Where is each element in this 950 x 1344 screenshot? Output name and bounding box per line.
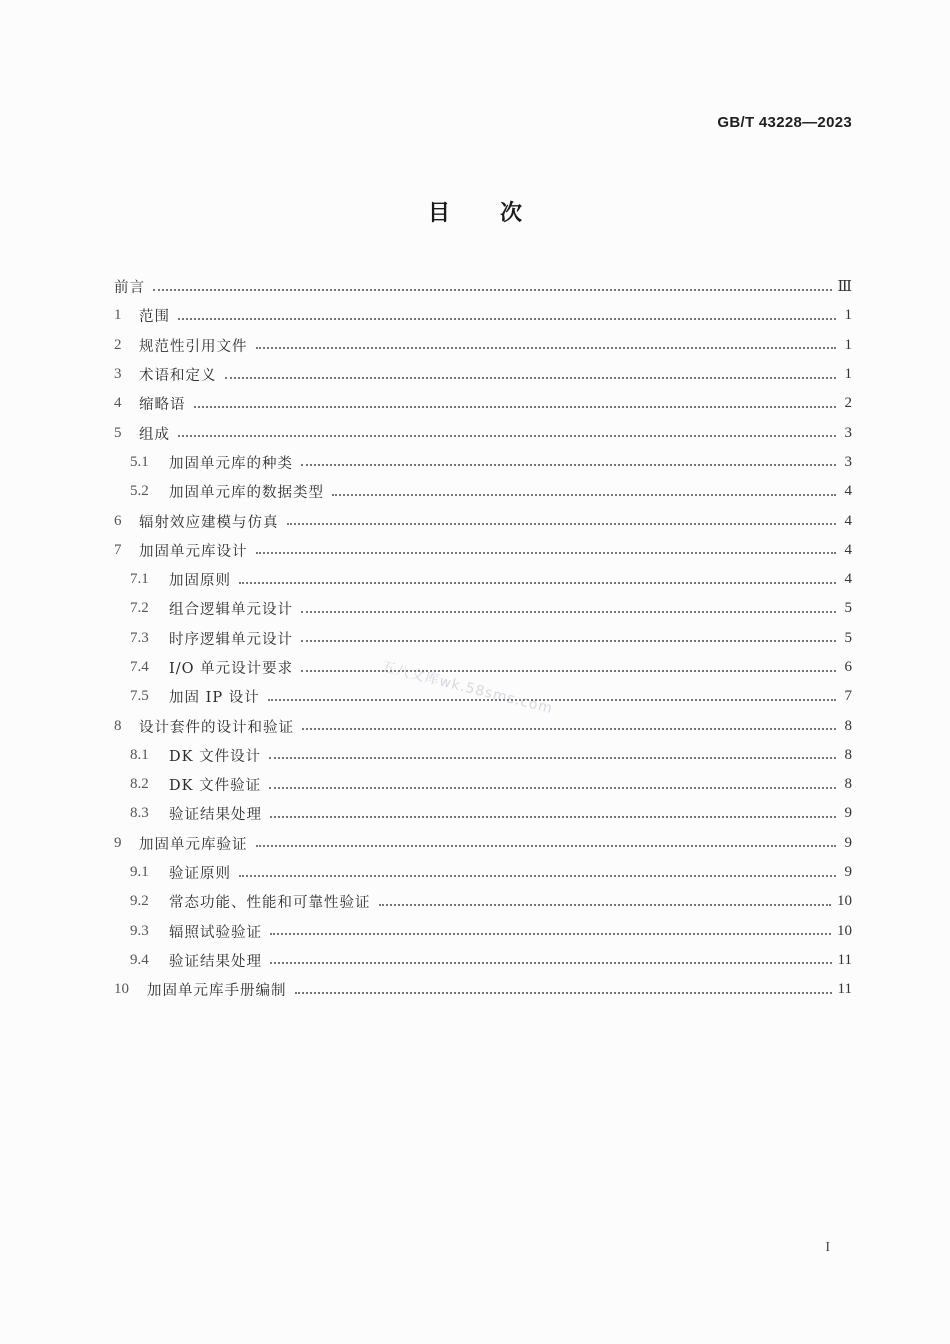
- toc-entry-page: 7: [844, 688, 852, 705]
- toc-entry[interactable]: [114, 741, 852, 770]
- toc-entry[interactable]: [114, 506, 852, 535]
- toc-entry[interactable]: [114, 653, 852, 682]
- toc-entry-page: 1: [844, 366, 852, 383]
- toc-entry-label: 加固单元库验证: [139, 836, 248, 853]
- toc-entry-number: 6: [114, 512, 122, 529]
- toc-dot-leader: [302, 726, 836, 730]
- toc-entry-label: DK 文件验证: [169, 778, 262, 795]
- toc-entry-page: 2: [844, 395, 852, 412]
- toc-dot-leader: [178, 316, 836, 320]
- toc-entry-number: 9.1: [130, 864, 149, 881]
- toc-entry-page: 11: [837, 951, 852, 968]
- toc-entry-number: 1: [114, 307, 122, 324]
- toc-entry-number: 10: [114, 981, 129, 998]
- toc-entry[interactable]: [114, 360, 852, 389]
- toc-dot-leader: [295, 990, 832, 994]
- toc-entry-label: 验证结果处理: [169, 807, 262, 824]
- toc-dot-leader: [270, 814, 836, 818]
- toc-dot-leader: [256, 345, 837, 349]
- toc-entry-number: 7: [114, 541, 122, 558]
- toc-entry-page: 5: [844, 629, 852, 646]
- toc-entry-label: 验证原则: [169, 866, 231, 883]
- toc-dot-leader: [287, 521, 837, 525]
- toc-entry-label: 加固单元库手册编制: [147, 983, 287, 1000]
- toc-entry-number: 9: [114, 834, 122, 851]
- toc-entry-page: 10: [837, 893, 852, 910]
- toc-entry[interactable]: [114, 975, 852, 1004]
- toc-dot-leader: [270, 960, 832, 964]
- toc-entry-label: 辐照试验验证: [169, 924, 262, 941]
- toc-entry[interactable]: [114, 301, 852, 330]
- toc-entry-page: 3: [844, 424, 852, 441]
- toc-entry-label: 验证结果处理: [169, 953, 262, 970]
- toc-entry-label: I/O 单元设计要求: [169, 661, 294, 677]
- toc-dot-leader: [269, 785, 836, 789]
- toc-entry-page: 4: [844, 483, 852, 500]
- toc-entry-number: 5.1: [130, 453, 149, 470]
- toc-entry-number: 7.5: [130, 688, 149, 705]
- toc-entry-page: 10: [837, 922, 852, 939]
- toc-entry-number: 7.4: [130, 659, 149, 675]
- toc-entry[interactable]: [114, 272, 852, 301]
- toc-entry-page: 8: [844, 746, 852, 763]
- toc-dot-leader: [194, 404, 837, 408]
- toc-entry-label: 加固 IP 设计: [169, 690, 260, 707]
- toc-entry-label: 加固单元库的数据类型: [169, 485, 324, 502]
- page-number: I: [825, 1240, 830, 1255]
- toc-entry-label: DK 文件设计: [169, 748, 262, 765]
- toc-entry-label: 缩略语: [139, 397, 186, 414]
- toc-entry-number: 7.1: [130, 571, 149, 588]
- watermark-text: 五八文库wk.58sms.com: [379, 658, 555, 718]
- toc-entry-number: 3: [114, 366, 122, 383]
- toc-entry-page: 8: [844, 717, 852, 734]
- toc-entry-number: 5.2: [130, 483, 149, 500]
- toc-entry[interactable]: [114, 858, 852, 887]
- toc-entry-label: 设计套件的设计和验证: [139, 719, 294, 736]
- toc-entry-number: 7.2: [130, 600, 149, 617]
- toc-entry-label: 组成: [139, 426, 170, 443]
- toc-entry-page: 3: [844, 453, 852, 470]
- toc-entry[interactable]: [114, 448, 852, 477]
- toc-entry-page: 4: [844, 512, 852, 529]
- toc-dot-leader: [332, 492, 836, 496]
- toc-entry-number: 9.4: [130, 951, 149, 968]
- toc-entry[interactable]: [114, 829, 852, 858]
- toc-dot-leader: [301, 638, 836, 642]
- page-title: 目次: [427, 201, 572, 226]
- table-of-contents: [114, 272, 852, 1004]
- toc-entry[interactable]: [114, 770, 852, 799]
- toc-entry-page: 1: [844, 336, 852, 353]
- toc-entry[interactable]: [114, 477, 852, 506]
- toc-entry-number: 7.3: [130, 629, 149, 646]
- toc-dot-leader: [239, 580, 836, 584]
- toc-entry-number: 8: [114, 717, 122, 734]
- toc-entry-number: 8.2: [130, 776, 149, 793]
- toc-entry[interactable]: [114, 917, 852, 946]
- toc-entry[interactable]: [114, 711, 852, 740]
- toc-entry-number: 2: [114, 336, 122, 353]
- toc-entry-number: 4: [114, 395, 122, 412]
- toc-entry-label: 加固单元库的种类: [169, 455, 293, 472]
- toc-dot-leader: [256, 550, 837, 554]
- toc-entry[interactable]: [114, 331, 852, 360]
- toc-entry-label: 范围: [139, 309, 170, 326]
- toc-entry-label: 规范性引用文件: [139, 338, 248, 355]
- toc-dot-leader: [225, 375, 837, 379]
- toc-entry[interactable]: [114, 389, 852, 418]
- toc-dot-leader: [256, 843, 837, 847]
- toc-entry-page: 1: [844, 307, 852, 324]
- toc-entry-label: 加固单元库设计: [139, 543, 248, 560]
- toc-entry-page: 8: [844, 776, 852, 793]
- document-code: GB/T 43228—2023: [717, 114, 852, 131]
- toc-entry-number: 5: [114, 424, 122, 441]
- toc-entry-page: 4: [844, 541, 852, 558]
- toc-dot-leader: [269, 755, 836, 759]
- toc-dot-leader: [301, 609, 836, 613]
- toc-entry-label: 加固原则: [169, 573, 231, 590]
- toc-entry-page: 6: [844, 659, 852, 675]
- toc-entry[interactable]: [114, 624, 852, 653]
- toc-entry-label: 术语和定义: [139, 368, 217, 385]
- toc-entry-page: 9: [844, 864, 852, 881]
- toc-entry-number: 9.2: [130, 893, 149, 910]
- toc-entry-number: 8.3: [130, 805, 149, 822]
- toc-entry-page: 9: [844, 834, 852, 851]
- toc-dot-leader: [239, 873, 836, 877]
- toc-entry-page: 5: [844, 600, 852, 617]
- toc-dot-leader: [379, 902, 832, 906]
- toc-entry[interactable]: [114, 799, 852, 828]
- toc-entry[interactable]: [114, 594, 852, 623]
- toc-entry-page: 9: [844, 805, 852, 822]
- toc-dot-leader: [301, 462, 836, 466]
- toc-entry-page: 4: [844, 571, 852, 588]
- toc-entry-label: 组合逻辑单元设计: [169, 602, 293, 619]
- toc-dot-leader: [270, 931, 831, 935]
- toc-entry-label: 时序逻辑单元设计: [169, 631, 293, 648]
- toc-entry-page: 11: [837, 981, 852, 998]
- toc-dot-leader: [178, 433, 836, 437]
- toc-entry-label: 常态功能、性能和可靠性验证: [169, 895, 371, 912]
- toc-entry[interactable]: [114, 418, 852, 447]
- toc-dot-leader: [153, 287, 832, 291]
- toc-entry-label: 前言: [114, 280, 145, 297]
- toc-entry-number: 8.1: [130, 746, 149, 763]
- toc-entry[interactable]: [114, 887, 852, 916]
- toc-entry[interactable]: [114, 565, 852, 594]
- toc-entry-number: 9.3: [130, 922, 149, 939]
- toc-entry[interactable]: [114, 946, 852, 975]
- toc-entry-label: 辐射效应建模与仿真: [139, 514, 279, 531]
- toc-entry[interactable]: [114, 536, 852, 565]
- toc-entry-page: Ⅲ: [837, 279, 852, 296]
